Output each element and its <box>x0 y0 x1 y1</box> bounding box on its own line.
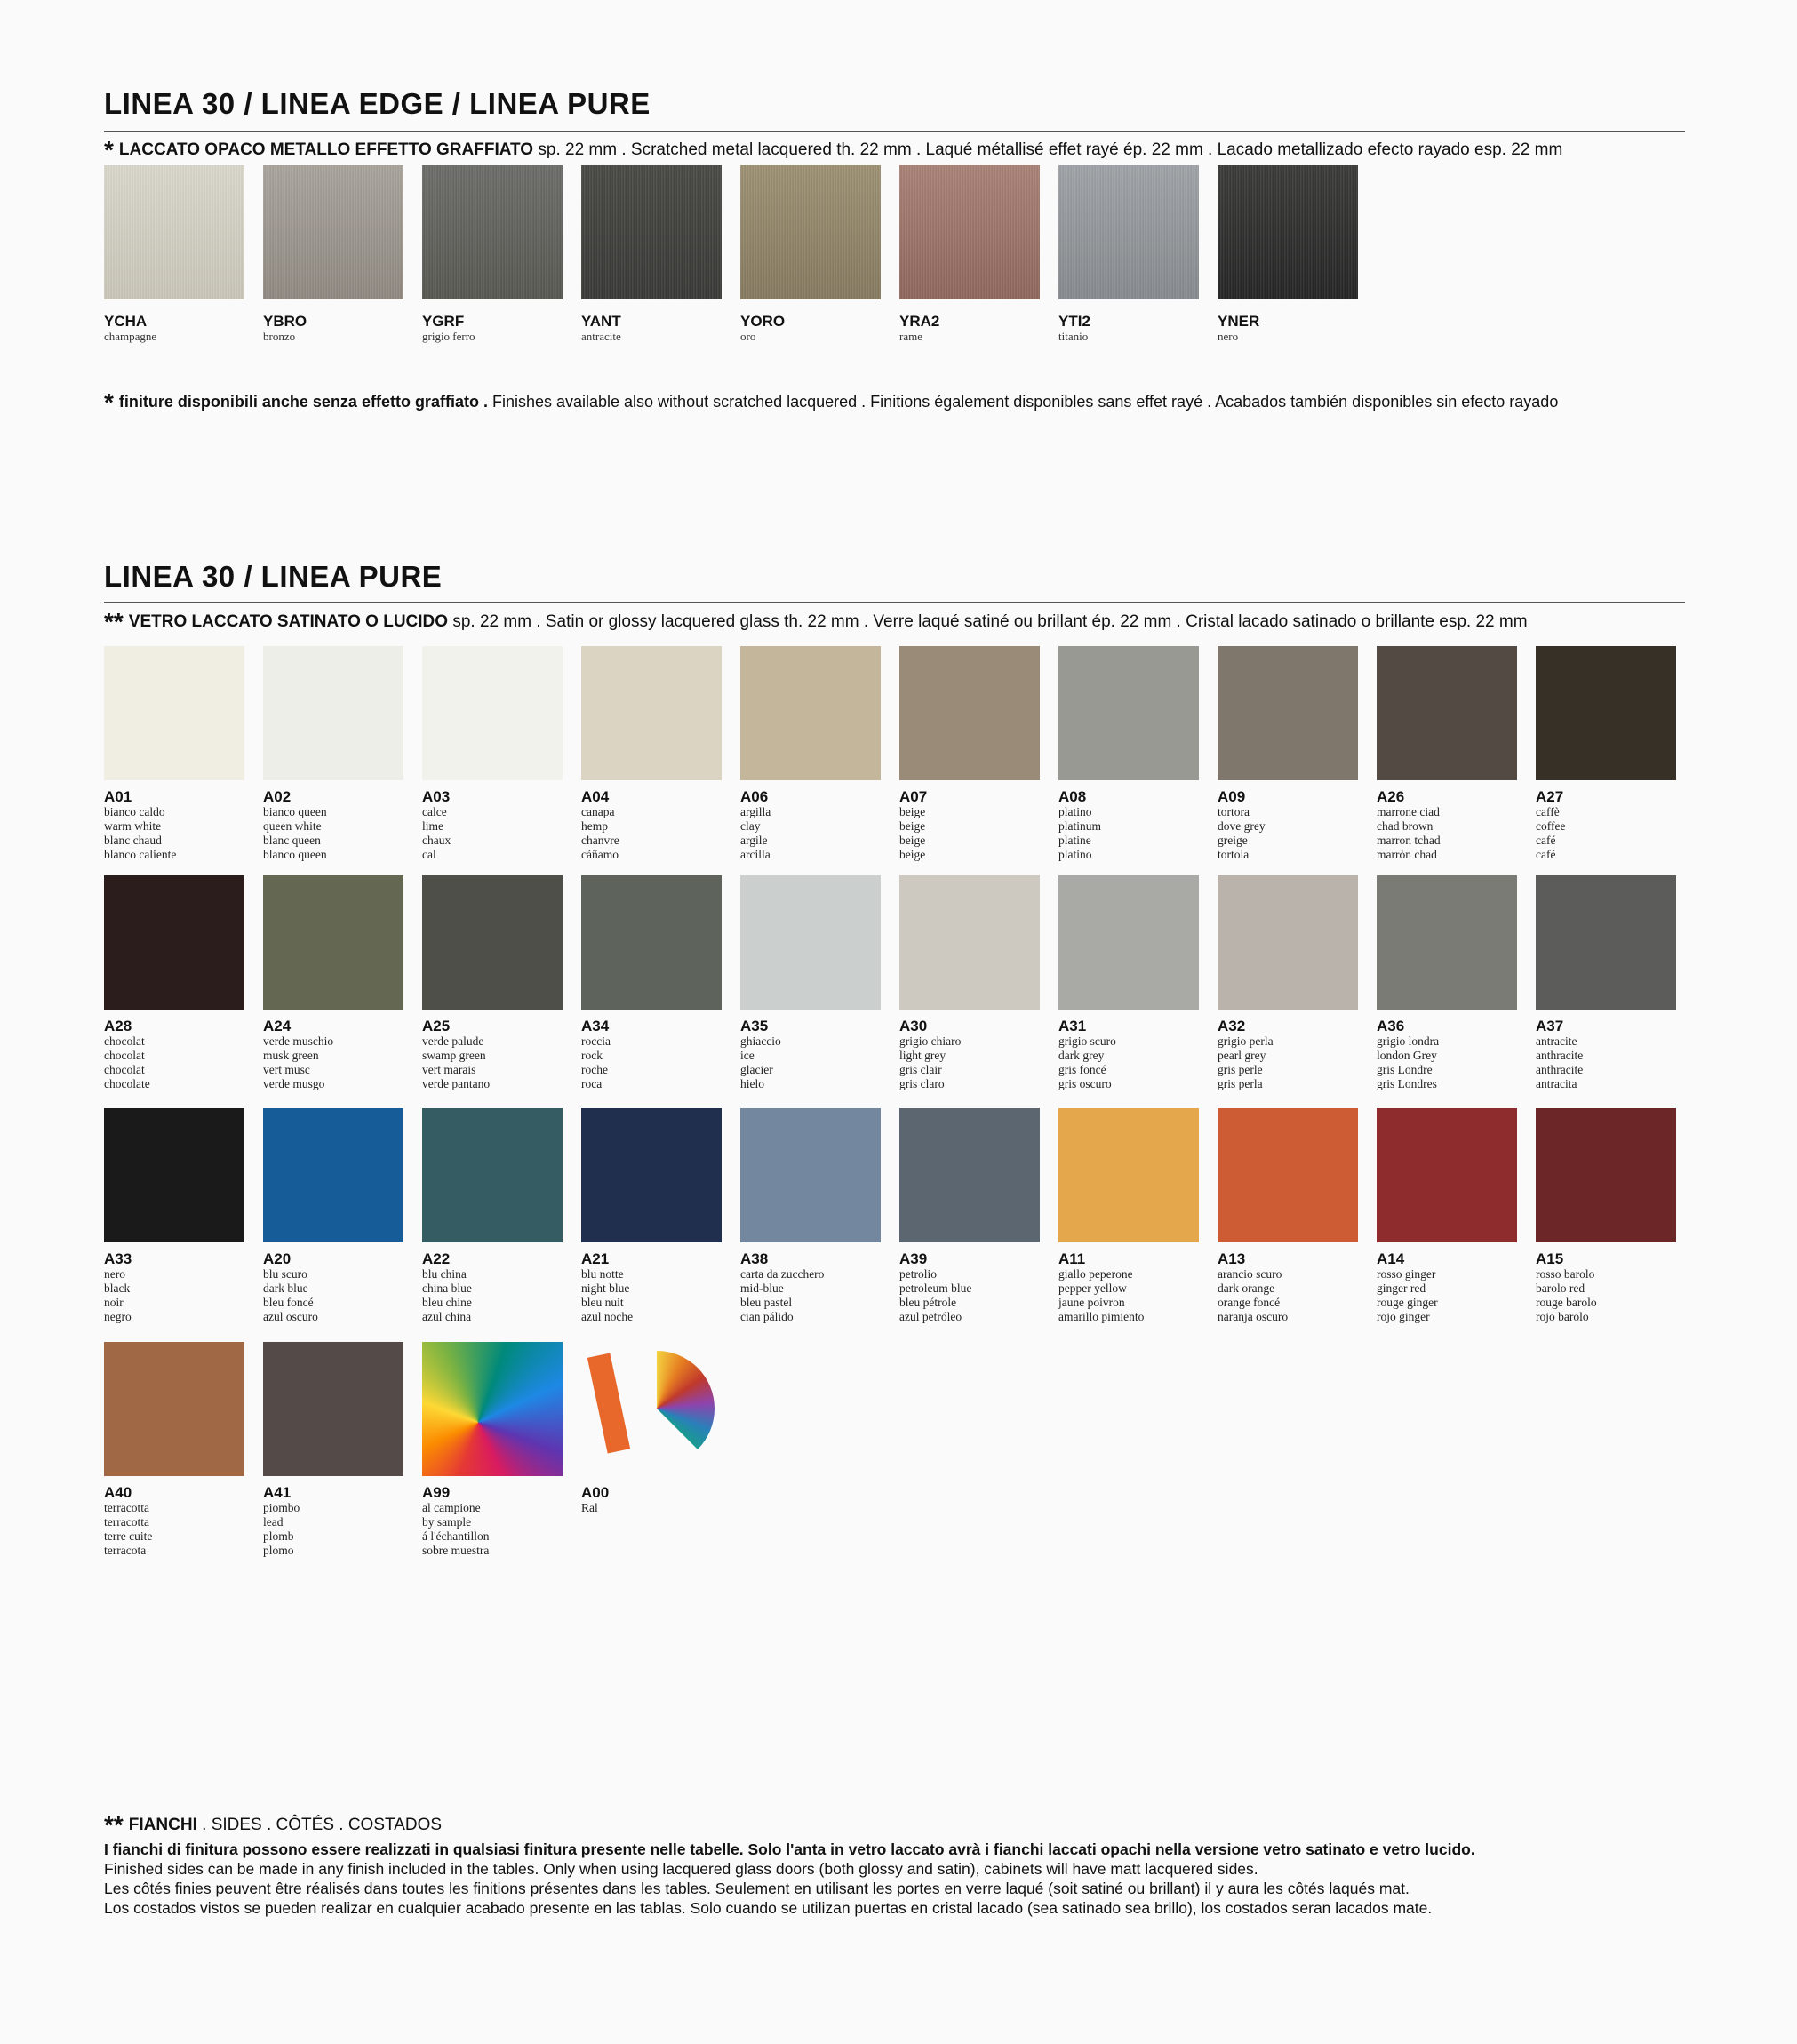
swatch-name: swamp green <box>422 1049 486 1062</box>
swatch-code: A33 <box>104 1250 132 1267</box>
swatch-name: argile <box>740 834 768 847</box>
swatch-code: A11 <box>1058 1250 1086 1267</box>
swatch-name: light grey <box>899 1049 946 1062</box>
footer-text-fr: Les côtés finies peuvent être réalisés dans toutes les finitions présentes dans les tables. Seulement en utilisant les portes en verre laqué (soit satiné ou brillant) il y aura les côtés laqués mat. <box>104 1880 1410 1897</box>
swatch-name: champagne <box>104 330 157 343</box>
swatch-code: A03 <box>422 788 451 805</box>
glass-swatch-a09 <box>1218 646 1358 862</box>
metal-swatch-yoro <box>740 165 881 343</box>
swatch-name: cal <box>422 848 436 861</box>
swatch-code: YTI2 <box>1058 313 1090 330</box>
swatch-name: china blue <box>422 1281 472 1295</box>
swatch-name: platine <box>1058 834 1091 847</box>
swatch-name: plomb <box>263 1529 294 1543</box>
glass-swatch-a02 <box>263 646 403 862</box>
section1-note-rest: Finishes available also without scratched lacquered . Finitions également disponibles sans effet rayé . Acabados también disponibles sin efecto rayado <box>487 393 1559 411</box>
swatch-code: A08 <box>1058 788 1087 805</box>
swatch-code: A07 <box>899 788 928 805</box>
metal-swatch-yra2 <box>899 165 1040 343</box>
swatch-name: plomo <box>263 1544 294 1557</box>
swatch-chip <box>581 165 722 299</box>
swatch-name: dove grey <box>1218 819 1266 833</box>
swatch-code: A99 <box>422 1484 451 1501</box>
glass-swatch-a33 <box>104 1108 244 1324</box>
glass-swatch-a11 <box>1058 1108 1199 1324</box>
swatch-name: greige <box>1218 834 1248 847</box>
glass-swatch-a24 <box>263 875 403 1091</box>
footer-text-en: Finished sides can be made in any finish included in the tables. Only when using lacquered glass doors (both glossy and satin), cabinets will have matt lacquered sides. <box>104 1860 1258 1878</box>
swatch-chip <box>740 165 881 299</box>
swatch-name: orange foncé <box>1218 1296 1281 1309</box>
swatch-chip <box>1058 165 1199 299</box>
swatch-name: verde muschio <box>263 1034 334 1048</box>
swatch-name: musk green <box>263 1049 319 1062</box>
swatch-chip <box>104 165 244 299</box>
swatch-name: gris perle <box>1218 1063 1263 1076</box>
swatch-name: naranja oscuro <box>1218 1310 1289 1323</box>
swatch-name: antracita <box>1536 1077 1577 1090</box>
section2-subtitle-bold: VETRO LACCATO SATINATO O LUCIDO <box>128 612 449 631</box>
swatch-code: A27 <box>1536 788 1564 805</box>
glass-swatch-a08 <box>1058 646 1199 862</box>
glass-swatch-a27 <box>1536 646 1676 862</box>
swatch-name: blanco queen <box>263 848 327 861</box>
swatch-name: beige <box>899 805 926 818</box>
swatch-name: bianco caldo <box>104 805 165 818</box>
swatch-chip <box>422 1108 563 1242</box>
swatch-name: gris perla <box>1218 1077 1263 1090</box>
swatch-name: mid-blue <box>740 1281 784 1295</box>
swatch-chip <box>263 1108 403 1242</box>
swatch-name: antracite <box>581 330 621 343</box>
swatch-name: terracotta <box>104 1515 149 1529</box>
swatch-chip <box>263 1342 403 1476</box>
glass-swatch-a32 <box>1218 875 1358 1091</box>
swatch-name: arancio scuro <box>1218 1267 1282 1281</box>
swatch-name: chad brown <box>1377 819 1434 833</box>
swatch-code: A21 <box>581 1250 610 1267</box>
swatch-chip <box>899 875 1040 1010</box>
metal-swatch-ybro <box>263 165 403 343</box>
swatch-name: beige <box>899 848 926 861</box>
footer-text-it: I fianchi di finitura possono essere realizzati in qualsiasi finitura presente nelle tabelle. Solo l'anta in vetro laccato avrà i fianchi laccati opachi nella versione vetro satinato e vetro lucido. <box>104 1840 1475 1858</box>
glass-swatch-a00 <box>581 1342 722 1515</box>
double-asterisk-mark: ** <box>104 1811 124 1839</box>
swatch-code: A01 <box>104 788 132 805</box>
swatch-chip <box>581 1108 722 1242</box>
swatch-code: A36 <box>1377 1018 1405 1034</box>
swatch-name: café <box>1536 834 1556 847</box>
glass-swatch-a22 <box>422 1108 563 1324</box>
swatch-chip <box>581 875 722 1010</box>
swatch-name: cian pálido <box>740 1310 794 1323</box>
swatch-code: A34 <box>581 1018 610 1034</box>
swatch-code: A04 <box>581 788 610 805</box>
swatch-name: coffee <box>1536 819 1566 833</box>
swatch-code: A20 <box>263 1250 292 1267</box>
swatch-chip <box>1377 646 1517 780</box>
swatch-name: vert marais <box>422 1063 476 1076</box>
footer-heading <box>104 1811 1704 1840</box>
swatch-name: barolo red <box>1536 1281 1585 1295</box>
swatch-name: roca <box>581 1077 603 1090</box>
swatch-name: warm white <box>104 819 162 833</box>
glass-swatch-a99 <box>422 1342 563 1558</box>
swatch-name: terracotta <box>104 1501 149 1514</box>
swatch-chip <box>1058 1108 1199 1242</box>
swatch-name: café <box>1536 848 1556 861</box>
swatch-chip <box>740 646 881 780</box>
glass-swatch-a35 <box>740 875 881 1091</box>
swatch-name: bleu foncé <box>263 1296 314 1309</box>
swatch-chip <box>104 1342 244 1476</box>
swatch-code: A35 <box>740 1018 769 1034</box>
swatch-chip <box>899 646 1040 780</box>
glass-swatch-a38 <box>740 1108 881 1324</box>
section1-note-bold: finiture disponibili anche senza effetto graffiato . <box>118 393 488 411</box>
swatch-name: petrolio <box>899 1267 937 1281</box>
swatch-code: A02 <box>263 788 292 805</box>
glass-swatch-a13 <box>1218 1108 1358 1324</box>
swatch-name: lime <box>422 819 443 833</box>
swatch-code: A06 <box>740 788 769 805</box>
swatch-name: chocolat <box>104 1049 145 1062</box>
footer-heading-bold: FIANCHI <box>128 1816 197 1834</box>
swatch-name: chocolate <box>104 1077 150 1090</box>
swatch-name: rock <box>581 1049 603 1062</box>
swatch-name: dark blue <box>263 1281 308 1295</box>
swatch-chip <box>740 875 881 1010</box>
swatch-name: platino <box>1058 805 1092 818</box>
swatch-name: azul noche <box>581 1310 634 1323</box>
swatch-name: queen white <box>263 819 322 833</box>
swatch-name: grigio chiaro <box>899 1034 962 1048</box>
swatch-name: verde pantano <box>422 1077 491 1090</box>
swatch-name: terre cuite <box>104 1529 153 1543</box>
swatch-chip <box>1377 1108 1517 1242</box>
swatch-name: nero <box>1218 330 1239 343</box>
swatch-name: verde palude <box>422 1034 484 1048</box>
swatch-code: YANT <box>581 313 621 330</box>
swatch-name: arcilla <box>740 848 771 861</box>
swatch-chip <box>740 1108 881 1242</box>
swatch-name: rojo ginger <box>1377 1310 1430 1323</box>
swatch-name: grigio ferro <box>422 330 475 343</box>
swatch-code: A28 <box>104 1018 132 1034</box>
swatch-code: A41 <box>263 1484 292 1501</box>
swatch-name: bianco queen <box>263 805 327 818</box>
swatch-name: chanvre <box>581 834 619 847</box>
swatch-name: tortola <box>1218 848 1250 861</box>
glass-swatch-a28 <box>104 875 244 1091</box>
swatch-name: marrone ciad <box>1377 805 1440 818</box>
swatch-name: grigio scuro <box>1058 1034 1116 1048</box>
swatch-name: chaux <box>422 834 451 847</box>
swatch-code: A39 <box>899 1250 928 1267</box>
glass-swatch-a21 <box>581 1108 722 1324</box>
swatch-code: A32 <box>1218 1018 1246 1034</box>
section2-rule <box>104 602 1685 603</box>
swatch-chip <box>899 165 1040 299</box>
swatch-name: vert musc <box>263 1063 310 1076</box>
swatch-name: titanio <box>1058 330 1089 343</box>
swatch-name: blanc chaud <box>104 834 162 847</box>
swatch-name: rame <box>899 330 922 343</box>
swatch-name: pearl grey <box>1218 1049 1266 1062</box>
section2-subtitle <box>104 608 1528 636</box>
swatch-chip <box>104 646 244 780</box>
swatch-chip <box>1218 875 1358 1010</box>
swatch-code: YRA2 <box>899 313 940 330</box>
swatch-code: A26 <box>1377 788 1405 805</box>
swatch-name: marròn chad <box>1377 848 1437 861</box>
swatch-name: chocolat <box>104 1034 145 1048</box>
footer-text-es: Los costados vistos se pueden realizar en cualquier acabado presente en las tablas. Solo cuando se utilizan puertas en cristal lacado (sea satinado sea brillo), los costados seran lacados mate. <box>104 1899 1433 1917</box>
swatch-chip <box>1058 875 1199 1010</box>
swatch-name: bleu nuit <box>581 1296 624 1309</box>
swatch-name: grigio londra <box>1377 1034 1440 1048</box>
swatch-name: sobre muestra <box>422 1544 490 1557</box>
swatch-name: dark grey <box>1058 1049 1105 1062</box>
swatch-name: ghiaccio <box>740 1034 781 1048</box>
swatch-name: blanco caliente <box>104 848 177 861</box>
swatch-code: A38 <box>740 1250 769 1267</box>
swatch-code: YCHA <box>104 313 148 330</box>
swatch-name: amarillo pimiento <box>1058 1310 1145 1323</box>
swatch-name: beige <box>899 819 926 833</box>
swatch-name: rouge barolo <box>1536 1296 1597 1309</box>
swatch-chip <box>1218 646 1358 780</box>
glass-swatch-a34 <box>581 875 722 1091</box>
glass-swatch-a40 <box>104 1342 244 1558</box>
glass-swatch-a41 <box>263 1342 403 1558</box>
glass-swatch-a36 <box>1377 875 1517 1091</box>
swatch-name: ice <box>740 1049 755 1062</box>
swatch-chip <box>1536 875 1676 1010</box>
swatch-name: bleu chine <box>422 1296 472 1309</box>
glass-swatch-a25 <box>422 875 563 1091</box>
swatch-name: blu scuro <box>263 1267 307 1281</box>
swatch-chip <box>581 646 722 780</box>
swatch-chip <box>263 646 403 780</box>
glass-swatch-a26 <box>1377 646 1517 862</box>
swatch-name: night blue <box>581 1281 630 1295</box>
swatch-code: A24 <box>263 1018 292 1034</box>
swatch-chip <box>1536 646 1676 780</box>
swatch-name: chocolat <box>104 1063 145 1076</box>
section1-subtitle <box>104 136 1562 164</box>
swatch-name: caffè <box>1536 805 1560 818</box>
swatch-name: hielo <box>740 1077 764 1090</box>
swatch-name: marron tchad <box>1377 834 1441 847</box>
swatch-name: Ral <box>581 1501 598 1514</box>
swatch-name: anthracite <box>1536 1049 1584 1062</box>
swatch-name: negro <box>104 1310 132 1323</box>
swatch-name: hemp <box>581 819 608 833</box>
glass-swatch-a15 <box>1536 1108 1676 1324</box>
swatch-name: á l'échantillon <box>422 1529 490 1543</box>
footer-heading-rest: . SIDES . CÔTÉS . COSTADOS <box>196 1816 443 1834</box>
swatch-name: rosso barolo <box>1536 1267 1595 1281</box>
swatch-code: A25 <box>422 1018 451 1034</box>
swatch-name: jaune poivron <box>1058 1296 1125 1309</box>
swatch-name: beige <box>899 834 926 847</box>
swatch-name: blanc queen <box>263 834 321 847</box>
glass-swatch-a20 <box>263 1108 403 1324</box>
swatch-name: giallo peperone <box>1058 1267 1133 1281</box>
swatch-name: gris oscuro <box>1058 1077 1112 1090</box>
swatch-name: by sample <box>422 1515 472 1529</box>
glass-swatch-a06 <box>740 646 881 862</box>
swatch-name: blu notte <box>581 1267 624 1281</box>
swatch-name: gris claro <box>899 1077 945 1090</box>
swatch-name: antracite <box>1536 1034 1577 1048</box>
swatch-name: grigio perla <box>1218 1034 1274 1048</box>
double-asterisk-mark: ** <box>104 608 124 635</box>
sides-footer <box>104 1811 1704 1918</box>
metal-swatch-ycha <box>104 165 244 343</box>
swatch-chip <box>899 1108 1040 1242</box>
swatch-name: platino <box>1058 848 1092 861</box>
swatch-chip <box>422 646 563 780</box>
glass-swatch-a07 <box>899 646 1040 862</box>
swatch-name: al campione <box>422 1501 481 1514</box>
metal-swatch-yant <box>581 165 722 343</box>
swatch-name: pepper yellow <box>1058 1281 1127 1295</box>
section1-subtitle-bold: LACCATO OPACO METALLO EFFETTO GRAFFIATO <box>118 140 534 159</box>
color-waves-image <box>422 1342 563 1476</box>
swatch-name: clay <box>740 819 761 833</box>
section2-title: LINEA 30 / LINEA PURE <box>104 560 443 593</box>
swatch-name: tortora <box>1218 805 1250 818</box>
swatch-name: platinum <box>1058 819 1101 833</box>
glass-swatch-a31 <box>1058 875 1199 1091</box>
swatch-code: A14 <box>1377 1250 1405 1267</box>
ral-fan-deck-image <box>581 1342 722 1476</box>
swatch-name: azul china <box>422 1310 472 1323</box>
swatch-name: petroleum blue <box>899 1281 972 1295</box>
swatch-name: rouge ginger <box>1377 1296 1438 1309</box>
swatch-code: YORO <box>740 313 786 330</box>
swatch-name: roche <box>581 1063 608 1076</box>
swatch-chip <box>263 165 403 299</box>
swatch-name: cáñamo <box>581 848 619 861</box>
section1-note <box>104 388 1558 417</box>
swatch-chip <box>104 875 244 1010</box>
section1-rule <box>104 131 1685 132</box>
swatch-name: bronzo <box>263 330 296 343</box>
swatch-name: blu china <box>422 1267 467 1281</box>
swatch-name: anthracite <box>1536 1063 1584 1076</box>
swatch-code: A40 <box>104 1484 132 1501</box>
swatch-name: piombo <box>263 1501 300 1514</box>
swatch-chip <box>263 875 403 1010</box>
swatch-name: canapa <box>581 805 615 818</box>
swatch-name: roccia <box>581 1034 611 1048</box>
section2-subtitle-rest: sp. 22 mm . Satin or glossy lacquered glass th. 22 mm . Verre laqué satiné ou brillant ép. 22 mm . Cristal lacado satinado o brillante esp. 22 mm <box>448 612 1528 631</box>
asterisk-mark: * <box>104 388 114 416</box>
swatch-chip <box>422 875 563 1010</box>
swatch-name: oro <box>740 330 756 343</box>
swatch-chip <box>422 165 563 299</box>
glass-swatch-a03 <box>422 646 563 862</box>
swatch-name: verde musgo <box>263 1077 325 1090</box>
glass-swatch-a37 <box>1536 875 1676 1091</box>
swatch-code: YNER <box>1218 313 1260 330</box>
swatch-code: A15 <box>1536 1250 1564 1267</box>
swatch-name: azul oscuro <box>263 1310 318 1323</box>
swatch-name: argilla <box>740 805 771 818</box>
swatch-name: gris Londres <box>1377 1077 1437 1090</box>
asterisk-mark: * <box>104 136 114 164</box>
swatch-name: glacier <box>740 1063 773 1076</box>
swatch-name: carta da zucchero <box>740 1267 825 1281</box>
glass-swatch-a04 <box>581 646 722 862</box>
swatch-code: A09 <box>1218 788 1246 805</box>
swatch-name: gris Londre <box>1377 1063 1433 1076</box>
swatch-name: ginger red <box>1377 1281 1426 1295</box>
swatch-name: nero <box>104 1267 125 1281</box>
section1-title: LINEA 30 / LINEA EDGE / LINEA PURE <box>104 87 651 120</box>
metal-swatch-ygrf <box>422 165 563 343</box>
glass-swatch-a14 <box>1377 1108 1517 1324</box>
swatch-name: rosso ginger <box>1377 1267 1436 1281</box>
swatch-name: bleu pastel <box>740 1296 793 1309</box>
swatch-name: gris clair <box>899 1063 942 1076</box>
section1-subtitle-rest: sp. 22 mm . Scratched metal lacquered th. 22 mm . Laqué métallisé effet rayé ép. 22 mm . Lacado metallizado efecto rayado esp. 22 mm <box>533 140 1563 159</box>
swatch-name: bleu pétrole <box>899 1296 957 1309</box>
swatch-name: calce <box>422 805 447 818</box>
swatch-name: azul petróleo <box>899 1310 962 1323</box>
glass-swatch-a01 <box>104 646 244 862</box>
swatch-code: A30 <box>899 1018 928 1034</box>
swatch-chip <box>104 1108 244 1242</box>
swatch-code: YBRO <box>263 313 307 330</box>
swatch-code: A00 <box>581 1484 610 1501</box>
swatch-code: A31 <box>1058 1018 1087 1034</box>
swatch-chip <box>1536 1108 1676 1242</box>
swatch-name: dark orange <box>1218 1281 1275 1295</box>
swatch-name: rojo barolo <box>1536 1310 1589 1323</box>
swatch-code: A22 <box>422 1250 451 1267</box>
swatch-code: YGRF <box>422 313 465 330</box>
metal-swatch-yner <box>1218 165 1358 343</box>
swatch-chip <box>1218 1108 1358 1242</box>
swatch-chip <box>1218 165 1358 299</box>
swatch-name: lead <box>263 1515 284 1529</box>
glass-swatch-a39 <box>899 1108 1040 1324</box>
swatch-name: terracota <box>104 1544 147 1557</box>
metal-swatch-yti2 <box>1058 165 1199 343</box>
swatch-code: A37 <box>1536 1018 1564 1034</box>
swatch-name: london Grey <box>1377 1049 1437 1062</box>
swatch-name: black <box>104 1281 131 1295</box>
swatch-chip <box>1058 646 1199 780</box>
swatch-chip <box>1377 875 1517 1010</box>
glass-swatch-a30 <box>899 875 1040 1091</box>
swatch-name: noir <box>104 1296 124 1309</box>
swatch-name: gris foncé <box>1058 1063 1106 1076</box>
swatch-code: A13 <box>1218 1250 1246 1267</box>
